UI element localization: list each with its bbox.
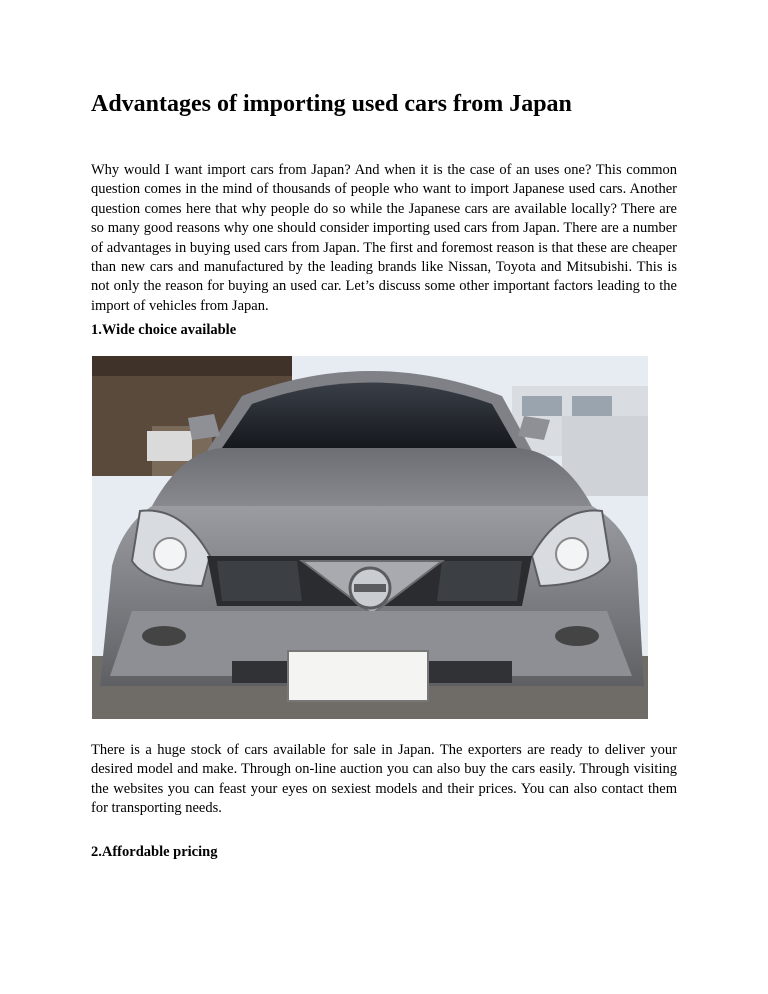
car-photo (92, 356, 648, 719)
section-heading-wide-choice: 1.Wide choice available (91, 322, 237, 338)
page-title: Advantages of importing used cars from Japan (91, 91, 572, 117)
car-photo-drawing (92, 356, 648, 719)
intro-paragraph: Why would I want import cars from Japan? And when it is the case of an uses one? This common question comes in the mind of thousands of people who want to import Japanese used cars. Another question comes here that why people do so while the Japanese cars are available locally? There are so many good reasons why one should consider importing used cars from Japan. There are a number of advantages in buying used cars from Japan. The first and foremost reason is that these are cheaper than new cars and manufactured by the leading brands like Nissan, Toyota and Mitsubishi. This is not only the reason for buying an used car. Let’s discuss some other important factors leading to the import of vehicles from Japan. (91, 162, 677, 314)
section-heading-affordable-pricing: 2.Affordable pricing (91, 844, 218, 860)
section-body-wide-choice: There is a huge stock of cars available for sale in Japan. The exporters are ready to deliver your desired model and make. Through on-line auction you can also buy the cars easily. Through visiting the websites you can feast your eyes on sexiest models and their prices. You can also contact them for transporting needs. (91, 742, 677, 817)
